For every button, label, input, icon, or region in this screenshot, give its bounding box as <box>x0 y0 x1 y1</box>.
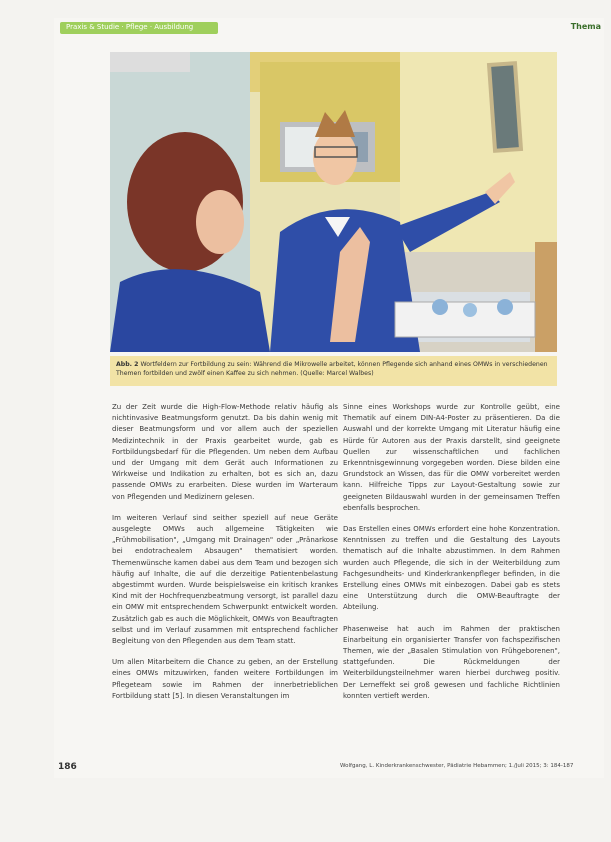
citation-footer: Wolfgang, L. Kinderkrankenschwester, Pädiatrie Hebammen; 1./Juli 2015; 3: 184-187 <box>340 763 574 769</box>
paragraph: Um allen Mitarbeitern die Chance zu geben, an der Erstellung eines OMWs mitzuwirken, fanden weitere Fortbildungen im Pflegeteam sowie im Rahmen der innerbetrieblichen Fortbildung statt [5]. In diesen Veranstaltungen im <box>112 658 338 700</box>
left-column <box>112 402 338 712</box>
section-title-label: Thema <box>570 22 601 31</box>
photo-illustration <box>110 52 557 352</box>
section-tag-label: Praxis & Studie · Pflege · Ausbildung <box>66 23 194 31</box>
figure-caption <box>110 356 557 386</box>
section-title <box>571 22 601 31</box>
paragraph: Phasenweise hat auch im Rahmen der praktischen Einarbeitung ein organisierter Transfer von fachspezifischen Themen, wie der „Basalen Stimulation von Frühgeborenen", stattgefunden. Die Rückmeldungen der Weiterbildungsteilnehmer waren hierbei durchweg positiv. Der Lerneffekt sei groß gewesen und fachliche Richtlinien konnten vertieft werden. <box>343 624 560 700</box>
caption-text: Wortfeldern zur Fortbildung zu sein: Während die Mikrowelle arbeitet, können Pflegende sich anhand eines OMWs in verschiedenen Themen fortbilden und zwölf einen Kaffee zu sich nehmen. (Quelle: Marcel Walbes) <box>116 361 548 377</box>
section-tag <box>60 22 218 34</box>
page-number: 186 <box>58 762 77 772</box>
caption-label: Abb. 2 <box>116 361 139 368</box>
paragraph: Das Erstellen eines OMWs erfordert eine hohe Konzentration. Kenntnissen zu treffen und die Gestaltung des Layouts thematisch auf die Inhalte abzustimmen. In dem Rahmen wurden auch Pflegende, die sich in der Weiterbildung zum Fachgesundheits- und Kinderkrankenpfleger befinden, in die Erstellung eines OMWs mit einbezogen. Dabei gab es stets eine Unterstützung durch die OMW-Beauftragte der Abteilung. <box>343 525 560 612</box>
article-photo <box>110 52 557 352</box>
paragraph: Zu der Zeit wurde die High-Flow-Methode relativ häufig als nichtinvasive Beatmungsform genutzt. Da bis dahin wenig mit dieser Beatmungsform und vor allem auch der speziellen Medizintechnik in der Praxis gearbeitet wurde, gab es Fortbildungsbedarf für die Pflegenden. Um neben dem Aufbau und der Umgang mit dem Gerät auch Informationen zu Wirkweise und Indikation zu erhalten, bot es sich an, dazu passende OMWs zu erarbeiten. Diese wurden im Warteraum von Pflegenden und Medizinern gelesen. <box>112 403 338 501</box>
paragraph: Im weiteren Verlauf sind seither speziell auf neue Geräte ausgelegte OMWs auch allgemeine Tätigkeiten wie „Frühmobilisation", „Umgang mit Drainagen" oder „Pränarkose bei endotrachealem Absaugen" thematisiert worden. Themenwünsche kamen dabei aus dem Team und bezogen sich häufig auf Inhalte, die auf die derzeitige Patientenbelastung abgestimmt wurden. Wurde beispielsweise ein kritisch krankes Kind mit der Hochfrequenzbeatmung versorgt, ist parallel dazu ein OMW mit entsprechendem Schwerpunkt entwickelt worden. Zusätzlich gab es auch die Möglichkeit, OMWs von Beauftragten selbst und im Verlauf zusammen mit entsprechend fachlicher Begleitung von den Pflegenden aus dem Team statt. <box>112 513 338 646</box>
paragraph: Sinne eines Workshops wurde zur Kontrolle geübt, eine Thematik auf einem DIN-A4-Poster zu präsentieren. Da die Auswahl und der korrekte Umgang mit Literatur häufig eine Hürde für Autoren aus der Praxis darstellt, sind geeignete Quellen zur wissenschaftlichen und fachlichen Erkenntnisgewinnung vorgegeben worden. Diese bilden eine Grundstock an Wissen, das für die OMW vorbereitet werden kann. Hilfreiche Tipps zur Layout-Gestaltung sowie zur geeigneten Bildauswahl wurden in der gemeinsamen Treffen ebenfalls besprochen. <box>343 403 560 512</box>
right-column <box>343 402 560 712</box>
